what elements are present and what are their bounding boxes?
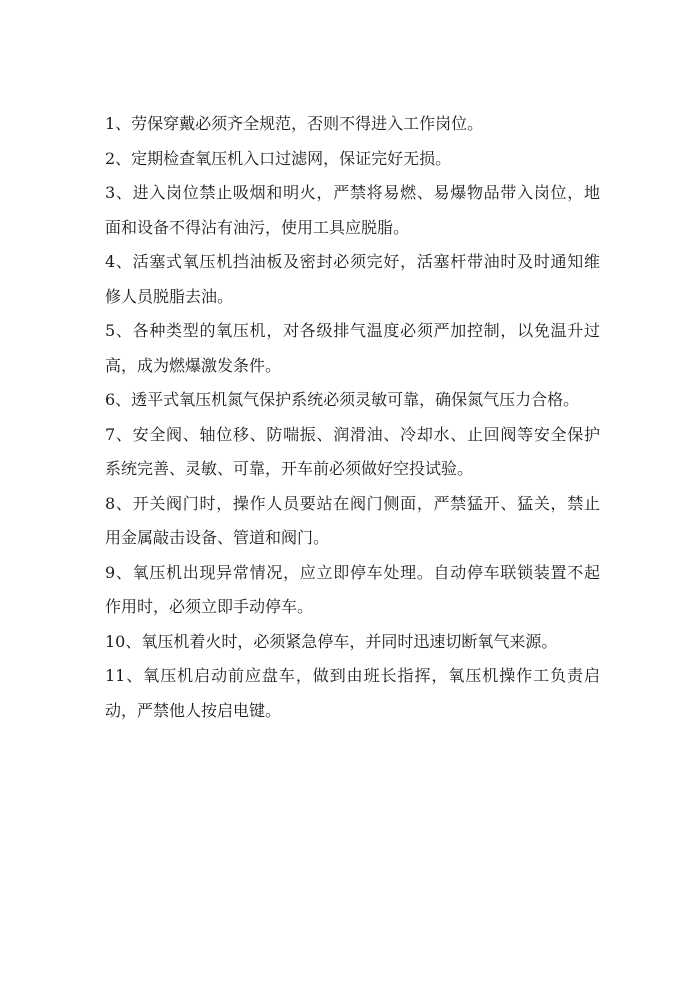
rule-item-5 — [105, 314, 600, 383]
rule-5-line-1: 5、各种类型的氧压机，对各级排气温度必须严加控制，以免温升过 — [105, 321, 600, 340]
safety-rules-list — [105, 107, 600, 728]
rule-item-6 — [105, 383, 600, 418]
rule-6-line-1: 6、透平式氧压机氮气保护系统必须灵敏可靠，确保氮气压力合格。 — [105, 390, 580, 409]
rule-item-7 — [105, 418, 600, 487]
rule-11-line-2: 动，严禁他人按启电键。 — [105, 700, 282, 720]
rule-9-line-2: 作用时，必须立即手动停车。 — [105, 597, 314, 616]
rule-2-line-1: 2、定期检查氧压机入口过滤网，保证完好无损。 — [105, 148, 452, 168]
rule-9-line-1: 9、氧压机出现异常情况，应立即停车处理。自动停车联锁装置不起 — [105, 562, 600, 582]
rule-item-3 — [105, 176, 600, 245]
rule-item-11 — [105, 659, 600, 728]
rule-11-line-1: 11、氧压机启动前应盘车，做到由班长指挥，氧压机操作工负责启 — [105, 666, 600, 685]
rule-5-line-2: 高，成为燃爆激发条件。 — [105, 355, 282, 375]
rule-3-line-2: 面和设备不得沾有油污，使用工具应脱脂。 — [105, 217, 410, 237]
rule-item-1 — [105, 107, 600, 142]
rule-item-9 — [105, 556, 600, 625]
rule-item-10 — [105, 625, 600, 660]
rule-item-4 — [105, 245, 600, 314]
rule-7-line-1: 7、安全阀、轴位移、防喘振、润滑油、冷却水、止回阀等安全保护 — [105, 424, 600, 444]
rule-7-line-2: 系统完善、灵敏、可靠，开车前必须做好空投试验。 — [105, 459, 474, 478]
rule-10-line-1: 10、氧压机着火时，必须紧急停车，并同时迅速切断氧气来源。 — [105, 631, 558, 651]
rule-item-2 — [105, 142, 600, 177]
rule-3-line-1: 3、进入岗位禁止吸烟和明火，严禁将易燃、易爆物品带入岗位，地 — [105, 183, 600, 202]
rule-8-line-2: 用金属敲击设备、管道和阀门。 — [105, 528, 330, 547]
rule-1-line-1: 1、劳保穿戴必须齐全规范，否则不得进入工作岗位。 — [105, 114, 484, 133]
rule-8-line-1: 8、开关阀门时，操作人员要站在阀门侧面，严禁猛开、猛关，禁止 — [105, 493, 600, 513]
rule-4-line-1: 4、活塞式氧压机挡油板及密封必须完好，活塞杆带油时及时通知维 — [105, 252, 600, 271]
rule-4-line-2: 修人员脱脂去油。 — [105, 286, 234, 306]
rule-item-8 — [105, 487, 600, 556]
